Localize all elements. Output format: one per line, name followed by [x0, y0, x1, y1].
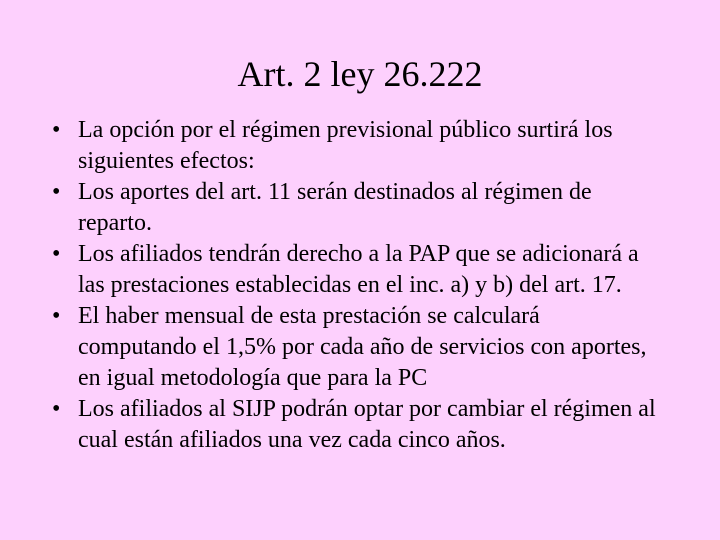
bullet-text: Los afiliados tendrán derecho a la PAP que se adicionará a las prestaciones establecidas en el inc. a) y b) del art. 17. — [78, 241, 639, 298]
bullet-text: El haber mensual de esta prestación se calculará computando el 1,5% por cada año de servicios con aportes, en igual metodología que para la PC — [78, 303, 647, 391]
bullet-list — [52, 115, 662, 456]
bullet-text: Los aportes del art. 11 serán destinados al régimen de reparto. — [78, 179, 592, 236]
bullet-icon: • — [52, 117, 61, 143]
bullet-text: Los afiliados al SIJP podrán optar por cambiar el régimen al cual están afiliados una vez cada cinco años. — [78, 396, 656, 453]
bullet-item — [52, 301, 662, 394]
bullet-item — [52, 394, 662, 456]
bullet-item — [52, 239, 662, 301]
slide-title: Art. 2 ley 26.222 — [237, 54, 483, 94]
bullet-icon: • — [52, 241, 61, 267]
bullet-icon: • — [52, 396, 61, 422]
bullet-text: La opción por el régimen previsional público surtirá los siguientes efectos: — [78, 117, 613, 174]
bullet-icon: • — [52, 179, 61, 205]
bullet-icon: • — [52, 303, 61, 329]
bullet-item — [52, 177, 662, 239]
bullet-item — [52, 115, 662, 177]
